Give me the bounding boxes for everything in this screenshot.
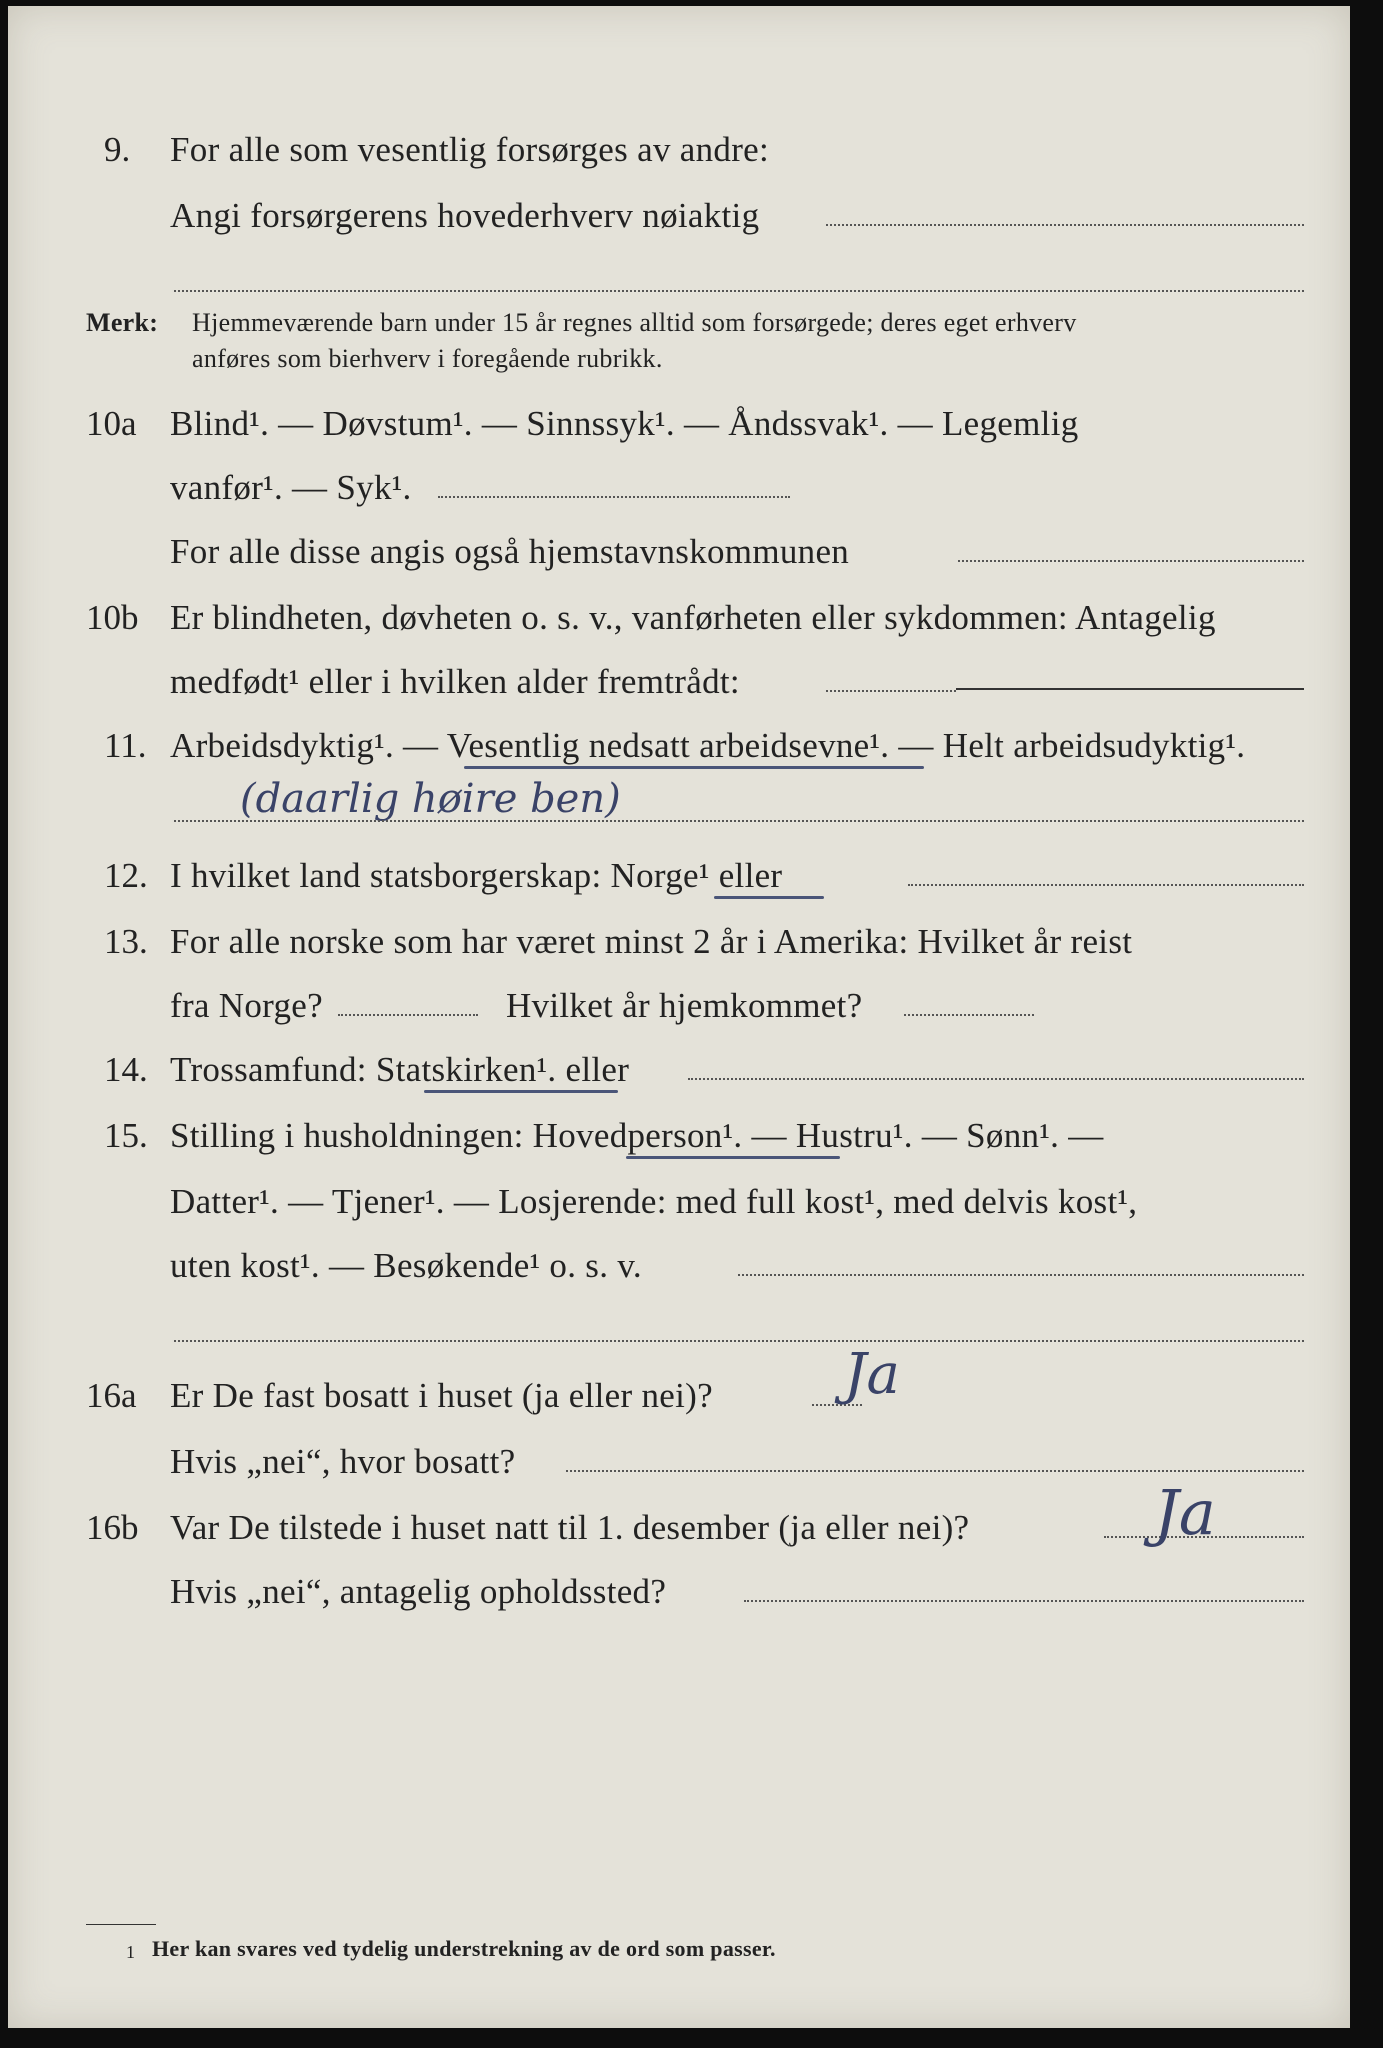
- answer-line-14[interactable]: [688, 1078, 1304, 1080]
- question-16b-number: 16b: [86, 1508, 139, 1547]
- note-line2: anføres som bierhverv i foregående rubrikk.: [192, 344, 663, 373]
- note-label: Merk:: [86, 308, 159, 337]
- question-12-number: 12.: [104, 856, 148, 895]
- question-14-line1: Trossamfund: Statskirken¹. eller: [170, 1050, 630, 1089]
- answer-line-15a[interactable]: [738, 1274, 1304, 1276]
- answer-line-9b[interactable]: [174, 290, 1304, 292]
- question-13-number: 13.: [104, 922, 148, 961]
- question-15-line1: Stilling i husholdningen: Hovedperson¹. — Hustru¹. — Sønn¹. —: [170, 1116, 1104, 1155]
- answer-line-10b-solid[interactable]: [956, 688, 1304, 690]
- question-16b-line1: Var De tilstede i huset natt til 1. desember (ja eller nei)?: [170, 1508, 970, 1547]
- answer-line-16b-opholdssted[interactable]: [744, 1600, 1304, 1602]
- question-13-line2b: Hvilket år hjemkommet?: [506, 986, 863, 1025]
- underline-vesentlig-nedsatt: [464, 766, 924, 769]
- note-line1: Hjemmeværende barn under 15 år regnes alltid som forsørgede; deres eget erhverv: [192, 308, 1077, 337]
- answer-line-10b-dotted[interactable]: [826, 690, 956, 692]
- underline-statskirken: [424, 1090, 618, 1093]
- handwritten-answer-16a: Ja: [844, 1342, 900, 1407]
- question-10b-number: 10b: [86, 598, 139, 637]
- question-10a-line2: vanfør¹. — Syk¹.: [170, 468, 412, 507]
- question-13-line1: For alle norske som har været minst 2 år i Amerika: Hvilket år reist: [170, 922, 1133, 961]
- question-12-line1: I hvilket land statsborgerskap: Norge¹ eller: [170, 856, 783, 895]
- question-16b-line2: Hvis „nei“, antagelig opholdssted?: [170, 1572, 667, 1611]
- question-15-line3: uten kost¹. — Besøkende¹ o. s. v.: [170, 1246, 642, 1285]
- underline-norge: [714, 896, 824, 899]
- answer-line-15b[interactable]: [174, 1340, 1304, 1342]
- answer-line-11[interactable]: [174, 820, 1304, 822]
- question-15-number: 15.: [104, 1116, 148, 1155]
- answer-line-10a-hjemstavn[interactable]: [958, 560, 1304, 562]
- question-11-line1: Arbeidsdyktig¹. — Vesentlig nedsatt arbeidsevne¹. — Helt arbeidsudyktig¹.: [170, 726, 1246, 765]
- footnote-text: Her kan svares ved tydelig understrekning av de ord som passer.: [152, 1936, 776, 1961]
- question-16a-line1: Er De fast bosatt i huset (ja eller nei)?: [170, 1376, 713, 1415]
- question-10a-line3: For alle disse angis også hjemstavnskommunen: [170, 532, 850, 571]
- answer-line-13-hjemkommet[interactable]: [904, 1014, 1034, 1016]
- underline-hovedperson: [626, 1156, 840, 1159]
- handwritten-note-11: (daarlig høire ben): [240, 776, 621, 822]
- question-16a-line2: Hvis „nei“, hvor bosatt?: [170, 1442, 516, 1481]
- answer-line-16a-bosatt[interactable]: [566, 1470, 1304, 1472]
- question-14-number: 14.: [104, 1050, 148, 1089]
- question-9-number: 9.: [104, 130, 131, 169]
- question-16a-number: 16a: [86, 1376, 137, 1415]
- footnote-rule: [86, 1924, 156, 1925]
- handwritten-answer-16b: Ja: [1154, 1476, 1216, 1549]
- answer-line-10a-syk[interactable]: [438, 496, 790, 498]
- question-10a-number: 10a: [86, 404, 137, 443]
- question-10a-line1: Blind¹. — Døvstum¹. — Sinnssyk¹. — Åndssvak¹. — Legemlig: [170, 404, 1079, 443]
- question-10b-line2: medfødt¹ eller i hvilken alder fremtrådt:: [170, 662, 740, 701]
- question-9-line2: Angi forsørgerens hovederhverv nøiaktig: [170, 196, 760, 235]
- census-form-page: [8, 6, 1350, 2028]
- question-13-line2a: fra Norge?: [170, 986, 323, 1025]
- answer-line-12[interactable]: [908, 884, 1304, 886]
- answer-line-13-reist[interactable]: [338, 1014, 478, 1016]
- question-9-line1: For alle som vesentlig forsørges av andre:: [170, 130, 770, 169]
- question-11-number: 11.: [104, 726, 147, 765]
- question-10b-line1: Er blindheten, døvheten o. s. v., vanførheten eller sykdommen: Antagelig: [170, 598, 1216, 637]
- footnote-mark: 1: [126, 1942, 136, 1962]
- question-15-line2: Datter¹. — Tjener¹. — Losjerende: med full kost¹, med delvis kost¹,: [170, 1182, 1138, 1221]
- answer-line-9a[interactable]: [826, 224, 1304, 226]
